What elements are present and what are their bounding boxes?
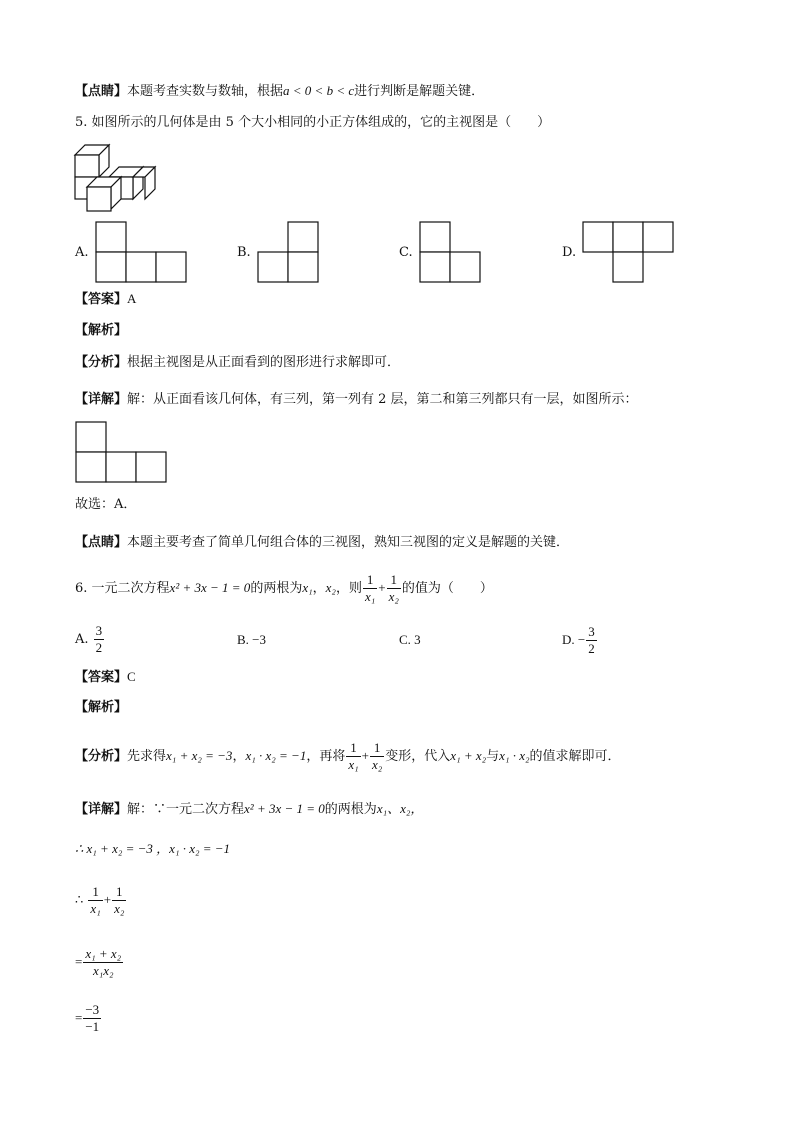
stem-mid1: 的两根为 [250,581,303,596]
q6-option-c: C. 3 [399,632,421,647]
answer-value: A [127,291,137,306]
stem-post: 的值为（ ） [401,581,493,596]
option-c-label: C. [399,245,413,260]
option-b-figure [258,222,320,282]
fraction-1-over-x2: $\frac{1}{\text{x₂}}$ [388,572,399,604]
option-d-figure [583,222,675,282]
tip-text-pre: 本题考查实数与数轴，根据 [127,84,284,99]
tip-text-post: 进行判断是解题关键． [354,84,485,99]
tip-text: 本题主要考查了简单几何组合体的三视图，熟知三视图的定义是解题的关键． [127,535,570,550]
step-3: = $\frac{\text{x₁ + x₂}}{\text{x₁x₂}}$ [75,946,122,978]
q5-analysis-line [75,354,400,372]
step2-fraction-2: $\frac{1}{\text{x₂}}$ [114,884,125,916]
q6-stem: 6. 一元二次方程x² + 3x − 1 = 0的两根为x₁，x₂，则 $\frac{1}{\text{x₁}}$ + $\frac{1}{\text{x₂}}$ 的值为（ ） [75,572,493,604]
q5-stem: 5. 如图所示的几何体是由 5 个大小相同的小正方体组成的，它的主视图是（ ） [75,115,551,130]
option-d-fraction: $\frac{3}{2}$ [588,624,595,656]
q5-choose: 故选：A． [75,497,137,512]
q4-tip-line [75,82,484,101]
stem-pre: 6. 一元二次方程 [75,581,170,596]
step4-fraction: $\frac{-3}{-1}$ [85,1002,100,1034]
stem-equation: x² + 3x − 1 = 0 [169,580,251,595]
option-a-fraction: $\frac{3}{2}$ [95,623,103,655]
detail-tag: 【详解】 [75,392,128,407]
option-d-label: D. [562,245,577,260]
step-2: ∴ $\frac{1}{\text{x₁}}$ + $\frac{1}{\text{x₂}}$ [75,884,125,916]
tip-expression: a < 0 < b < c [283,83,355,98]
q6-option-d: D. − $\frac{3}{2}$ [562,624,595,656]
answer-tag: 【答案】 [75,292,128,307]
q5-tip-line [75,534,569,552]
q6-jiexi: 【解析】 [75,700,128,715]
q5-answer-line [75,290,136,309]
q6-option-a: A. $\frac{3}{2}$ [75,623,103,655]
step3-fraction: $\frac{\text{x₁ + x₂}}{\text{x₁x₂}}$ [85,946,122,978]
answer-tag: 【答案】 [75,670,128,685]
analysis-tag: 【分析】 [75,749,128,764]
answer-value: C [127,669,136,684]
q5-detail-line [75,391,638,409]
analysis-fraction-1: $\frac{1}{\text{x₁}}$ [348,740,359,772]
q6-detail-line: 【详解】解：∵一元二次方程x² + 3x − 1 = 0的两根为x₁、x₂， [75,801,424,817]
analysis-text: 根据主视图是从正面看到的图形进行求解即可． [127,355,401,370]
q6-analysis-line: 【分析】先求得x₁ + x₂ = −3，x₁ · x₂ = −1，再将 $\frac{1}{\text{x₁}}$ + $\frac{1}{\text{x₂}}$ 变形，代入x₁ + x₂与x₁ · x₂的值求解即可． [75,740,621,772]
analysis-fraction-2: $\frac{1}{\text{x₂}}$ [371,740,383,772]
cube-solid-figure [75,145,165,215]
q5-jiexi: 【解析】 [75,323,128,338]
analysis-tag: 【分析】 [75,355,128,370]
option-b-label: B. [237,245,251,260]
stem-mid2: ，则 [335,581,362,596]
tip-tag: 【点睛】 [75,535,128,550]
step2-fraction-1: $\frac{1}{\text{x₁}}$ [90,884,101,916]
step-1: ∴ x₁ + x₂ = −3 ，x₁ · x₂ = −1 [75,841,231,856]
option-a-figure [96,222,188,282]
q6-option-b: B. −3 [237,632,267,647]
front-view-figure [76,422,168,482]
fraction-1-over-x1: $\frac{1}{\text{x₁}}$ [364,572,376,604]
detail-text: 解：从正面看该几何体，有三列，第一列有 2 层，第二和第三列都只有一层，如图所示： [127,392,638,407]
option-c-figure [420,222,482,282]
stem-sep: ， [312,581,326,596]
q6-answer-line [75,668,136,687]
step-4: = $\frac{-3}{-1}$ [75,1002,100,1034]
stem-x2: x₂ [325,580,336,595]
tip-tag: 【点睛】 [75,84,128,99]
stem-x1: x₁ [302,580,313,595]
detail-tag: 【详解】 [75,802,128,817]
option-a-label: A. [75,245,89,260]
